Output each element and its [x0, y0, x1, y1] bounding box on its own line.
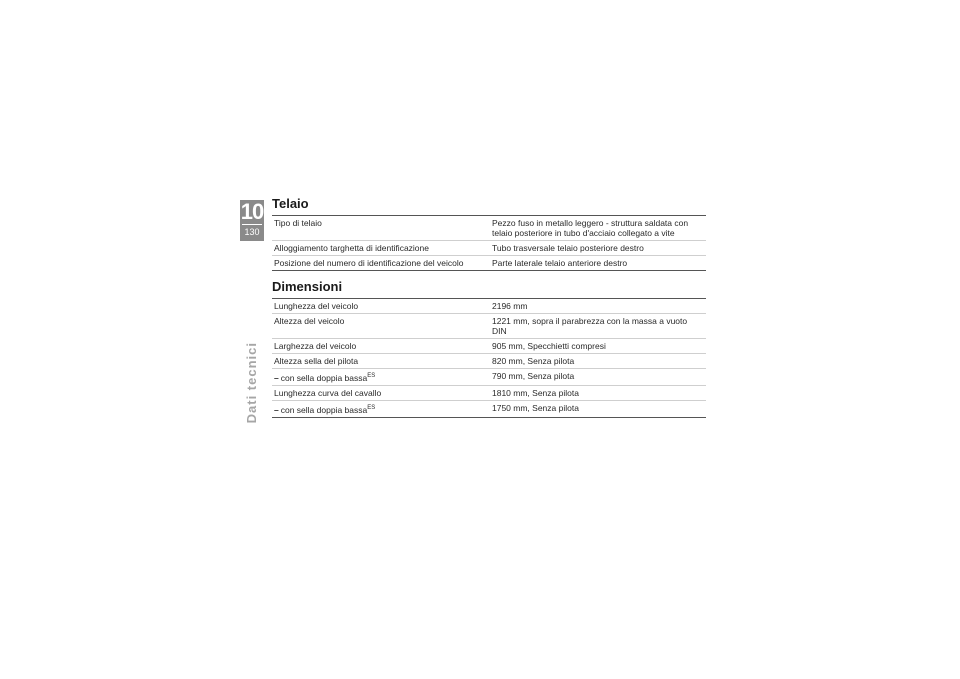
chapter-number: 10 [240, 199, 264, 224]
row-label: Alloggiamento targhetta di identificazione [272, 241, 490, 256]
row-value: 1810 mm, Senza pilota [490, 385, 706, 400]
table-row [272, 369, 706, 386]
row-label [272, 369, 490, 386]
row-label: Lunghezza curva del cavallo [272, 385, 490, 400]
chapter-side-title: Dati tecnici [244, 342, 259, 424]
row-value: Tubo trasversale telaio posteriore destro [490, 241, 706, 256]
row-label: Lunghezza del veicolo [272, 299, 490, 314]
table-row [272, 339, 706, 354]
table-row [272, 385, 706, 400]
row-value: 1750 mm, Senza pilota [492, 402, 579, 413]
row-label: Tipo di telaio [272, 216, 490, 241]
table-row [272, 400, 706, 417]
option-superscript: ES [367, 404, 376, 411]
table-row [272, 299, 706, 314]
row-value: 790 mm, Senza pilota [490, 369, 706, 386]
page-content [272, 196, 698, 426]
row-value: Parte laterale telaio anteriore destro [492, 258, 628, 268]
dash-marker: – [274, 404, 279, 415]
dash-marker: – [274, 372, 279, 383]
table-row [272, 256, 706, 271]
row-label: Larghezza del veicolo [272, 339, 490, 354]
row-label: Altezza sella del pilota [272, 354, 490, 369]
chapter-divider [242, 224, 262, 225]
table-row [272, 314, 706, 339]
row-label-text: con sella doppia bassa [280, 404, 368, 415]
row-value: 1221 mm, sopra il parabrezza con la massa a vuoto DIN [490, 314, 706, 339]
section-title-telaio: Telaio [272, 196, 309, 211]
row-value: 820 mm, Senza pilota [490, 354, 706, 369]
page-number: 130 [244, 227, 260, 237]
telaio-table [272, 215, 706, 271]
row-label [272, 400, 490, 417]
dimensioni-table [272, 298, 706, 418]
table-row [272, 354, 706, 369]
table-row [272, 241, 706, 256]
section-title-dimensioni: Dimensioni [272, 279, 343, 294]
row-label: Altezza del veicolo [272, 314, 490, 339]
row-label: Posizione del numero di identificazione del veicolo [274, 258, 464, 268]
option-superscript: ES [367, 373, 376, 379]
row-label-text: con sella doppia bassa [280, 372, 368, 383]
row-value: 905 mm, Specchietti compresi [490, 339, 706, 354]
table-row [272, 216, 706, 241]
row-value: 2196 mm [490, 299, 706, 314]
row-value: Pezzo fuso in metallo leggero - struttura saldata con telaio posteriore in tubo d'acciaio collegato a vite [490, 216, 706, 241]
